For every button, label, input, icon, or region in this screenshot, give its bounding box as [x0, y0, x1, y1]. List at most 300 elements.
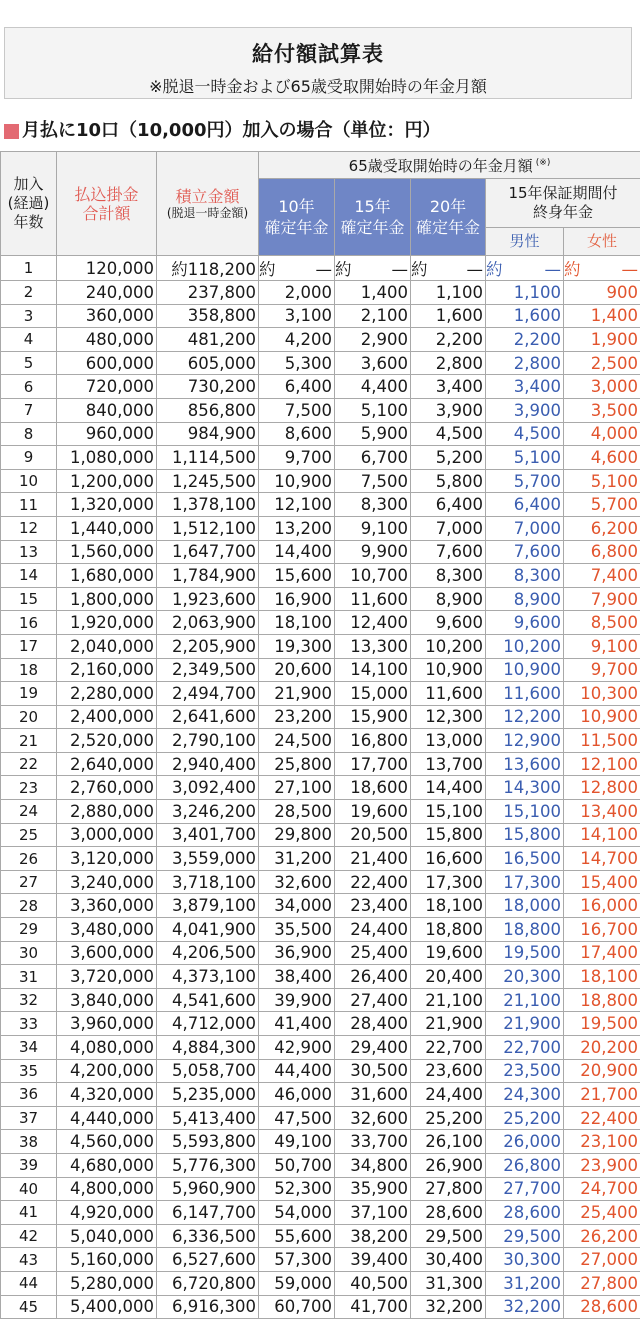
- cell-years: 1: [1, 256, 57, 281]
- cell-years: 18: [1, 658, 57, 682]
- cell-lifetime-male: 5,100: [486, 446, 564, 470]
- cell-accumulated: 2,205,900: [157, 634, 259, 658]
- cell-lifetime-female: 1,900: [564, 328, 640, 352]
- cell-lifetime-female: 26,200: [564, 1224, 640, 1248]
- cell-lifetime-female: 5,700: [564, 493, 640, 517]
- cell-years: 26: [1, 847, 57, 871]
- cell-fixed10: 35,500: [259, 918, 335, 942]
- cell-accumulated: 6,336,500: [157, 1224, 259, 1248]
- cell-lifetime-male: 26,000: [486, 1130, 564, 1154]
- cell-lifetime-male: 2,200: [486, 328, 564, 352]
- cell-lifetime-male: 1,600: [486, 304, 564, 328]
- cell-fixed10: 27,100: [259, 776, 335, 800]
- cell-accumulated: 4,206,500: [157, 941, 259, 965]
- cell-lifetime-female: 約 —: [564, 256, 640, 281]
- cell-paid: 1,680,000: [57, 564, 157, 588]
- cell-years: 19: [1, 682, 57, 706]
- cell-accumulated: 3,879,100: [157, 894, 259, 918]
- cell-paid: 600,000: [57, 351, 157, 375]
- cell-lifetime-female: 28,600: [564, 1295, 640, 1319]
- cell-fixed20: 25,200: [411, 1106, 486, 1130]
- cell-fixed10: 23,200: [259, 705, 335, 729]
- cell-fixed20: 6,400: [411, 493, 486, 517]
- cell-lifetime-male: 19,500: [486, 941, 564, 965]
- cell-lifetime-male: 10,200: [486, 634, 564, 658]
- page-subtitle: ※脱退一時金および65歳受取開始時の年金月額: [149, 77, 487, 96]
- cell-paid: 4,080,000: [57, 1036, 157, 1060]
- cell-paid: 3,960,000: [57, 1012, 157, 1036]
- cell-fixed15: 1,400: [335, 281, 411, 305]
- cell-fixed15: 12,400: [335, 611, 411, 635]
- cell-fixed15: 4,400: [335, 375, 411, 399]
- cell-fixed15: 11,600: [335, 587, 411, 611]
- cell-fixed20: 2,200: [411, 328, 486, 352]
- cell-lifetime-male: 27,700: [486, 1177, 564, 1201]
- cell-fixed10: 52,300: [259, 1177, 335, 1201]
- cell-lifetime-female: 22,400: [564, 1106, 640, 1130]
- cell-lifetime-male: 約 —: [486, 256, 564, 281]
- header-paid-total: 払込掛金 合計額: [57, 152, 157, 256]
- cell-paid: 2,760,000: [57, 776, 157, 800]
- cell-lifetime-female: 12,800: [564, 776, 640, 800]
- cell-years: 20: [1, 705, 57, 729]
- cell-fixed20: 18,800: [411, 918, 486, 942]
- cell-fixed15: 21,400: [335, 847, 411, 871]
- cell-fixed10: 15,600: [259, 564, 335, 588]
- cell-accumulated: 730,200: [157, 375, 259, 399]
- cell-accumulated: 2,494,700: [157, 682, 259, 706]
- cell-years: 39: [1, 1153, 57, 1177]
- cell-paid: 4,200,000: [57, 1059, 157, 1083]
- cell-fixed20: 32,200: [411, 1295, 486, 1319]
- cell-lifetime-male: 1,100: [486, 281, 564, 305]
- cell-fixed20: 26,900: [411, 1153, 486, 1177]
- cell-paid: 1,440,000: [57, 516, 157, 540]
- cell-paid: 4,920,000: [57, 1201, 157, 1225]
- cell-years: 15: [1, 587, 57, 611]
- cell-accumulated: 4,541,600: [157, 988, 259, 1012]
- header-accumulated: 積立金額 (脱退一時金額): [157, 152, 259, 256]
- cell-fixed20: 9,600: [411, 611, 486, 635]
- cell-fixed20: 16,600: [411, 847, 486, 871]
- cell-years: 9: [1, 446, 57, 470]
- cell-fixed10: 5,300: [259, 351, 335, 375]
- cell-fixed15: 30,500: [335, 1059, 411, 1083]
- cell-fixed10: 21,900: [259, 682, 335, 706]
- table-body: [1, 256, 640, 1319]
- cell-years: 11: [1, 493, 57, 517]
- cell-years: 14: [1, 564, 57, 588]
- cell-fixed20: 12,300: [411, 705, 486, 729]
- cell-years: 43: [1, 1248, 57, 1272]
- cell-fixed20: 14,400: [411, 776, 486, 800]
- header-pension-group: 65歳受取開始時の年金月額 (※): [259, 152, 640, 179]
- cell-lifetime-male: 25,200: [486, 1106, 564, 1130]
- cell-years: 22: [1, 752, 57, 776]
- cell-fixed10: 9,700: [259, 446, 335, 470]
- cell-accumulated: 605,000: [157, 351, 259, 375]
- cell-lifetime-female: 14,100: [564, 823, 640, 847]
- cell-fixed20: 26,100: [411, 1130, 486, 1154]
- cell-years: 21: [1, 729, 57, 753]
- cell-years: 12: [1, 516, 57, 540]
- cell-fixed15: 5,900: [335, 422, 411, 446]
- cell-years: 42: [1, 1224, 57, 1248]
- cell-fixed15: 41,700: [335, 1295, 411, 1319]
- cell-years: 33: [1, 1012, 57, 1036]
- cell-accumulated: 358,800: [157, 304, 259, 328]
- cell-fixed15: 10,700: [335, 564, 411, 588]
- cell-accumulated: 6,720,800: [157, 1271, 259, 1295]
- cell-accumulated: 4,373,100: [157, 965, 259, 989]
- cell-fixed20: 21,900: [411, 1012, 486, 1036]
- cell-accumulated: 約118,200: [157, 256, 259, 281]
- cell-years: 28: [1, 894, 57, 918]
- cell-fixed10: 34,000: [259, 894, 335, 918]
- cell-lifetime-male: 5,700: [486, 469, 564, 493]
- cell-fixed10: 59,000: [259, 1271, 335, 1295]
- cell-lifetime-male: 17,300: [486, 870, 564, 894]
- cell-fixed20: 21,100: [411, 988, 486, 1012]
- cell-years: 34: [1, 1036, 57, 1060]
- cell-accumulated: 2,349,500: [157, 658, 259, 682]
- cell-lifetime-female: 900: [564, 281, 640, 305]
- cell-lifetime-female: 23,100: [564, 1130, 640, 1154]
- cell-paid: 2,040,000: [57, 634, 157, 658]
- cell-fixed15: 29,400: [335, 1036, 411, 1060]
- cell-fixed10: 54,000: [259, 1201, 335, 1225]
- header-fixed15: 15年 確定年金: [335, 179, 411, 256]
- cell-lifetime-female: 13,400: [564, 800, 640, 824]
- cell-accumulated: 2,940,400: [157, 752, 259, 776]
- cell-fixed10: 49,100: [259, 1130, 335, 1154]
- cell-accumulated: 6,916,300: [157, 1295, 259, 1319]
- cell-lifetime-male: 9,600: [486, 611, 564, 635]
- cell-years: 10: [1, 469, 57, 493]
- cell-fixed20: 27,800: [411, 1177, 486, 1201]
- cell-accumulated: 1,114,500: [157, 446, 259, 470]
- cell-lifetime-female: 6,800: [564, 540, 640, 564]
- cell-paid: 4,320,000: [57, 1083, 157, 1107]
- cell-lifetime-male: 15,800: [486, 823, 564, 847]
- footnote-mark: (※): [535, 158, 551, 168]
- cell-lifetime-male: 10,900: [486, 658, 564, 682]
- cell-fixed10: 42,900: [259, 1036, 335, 1060]
- cell-paid: 5,160,000: [57, 1248, 157, 1272]
- cell-paid: 3,000,000: [57, 823, 157, 847]
- cell-paid: 2,160,000: [57, 658, 157, 682]
- cell-fixed15: 26,400: [335, 965, 411, 989]
- cell-fixed15: 17,700: [335, 752, 411, 776]
- cell-years: 29: [1, 918, 57, 942]
- cell-accumulated: 1,647,700: [157, 540, 259, 564]
- cell-fixed15: 28,400: [335, 1012, 411, 1036]
- cell-lifetime-female: 21,700: [564, 1083, 640, 1107]
- cell-years: 4: [1, 328, 57, 352]
- cell-lifetime-male: 12,200: [486, 705, 564, 729]
- cell-fixed10: 57,300: [259, 1248, 335, 1272]
- cell-fixed20: 約 —: [411, 256, 486, 281]
- cell-fixed10: 13,200: [259, 516, 335, 540]
- cell-lifetime-female: 4,000: [564, 422, 640, 446]
- cell-years: 7: [1, 398, 57, 422]
- square-bullet-icon: [4, 124, 19, 139]
- cell-fixed20: 24,400: [411, 1083, 486, 1107]
- cell-fixed20: 3,900: [411, 398, 486, 422]
- cell-lifetime-male: 28,600: [486, 1201, 564, 1225]
- cell-accumulated: 5,058,700: [157, 1059, 259, 1083]
- cell-fixed15: 27,400: [335, 988, 411, 1012]
- cell-years: 41: [1, 1201, 57, 1225]
- cell-accumulated: 1,784,900: [157, 564, 259, 588]
- cell-fixed20: 2,800: [411, 351, 486, 375]
- cell-years: 13: [1, 540, 57, 564]
- cell-lifetime-female: 2,500: [564, 351, 640, 375]
- cell-fixed10: 41,400: [259, 1012, 335, 1036]
- cell-paid: 4,440,000: [57, 1106, 157, 1130]
- cell-accumulated: 3,559,000: [157, 847, 259, 871]
- section-heading: [4, 120, 441, 142]
- cell-paid: 3,840,000: [57, 988, 157, 1012]
- header-fixed10: 10年 確定年金: [259, 179, 335, 256]
- cell-fixed10: 50,700: [259, 1153, 335, 1177]
- cell-accumulated: 3,246,200: [157, 800, 259, 824]
- cell-lifetime-male: 11,600: [486, 682, 564, 706]
- cell-lifetime-female: 19,500: [564, 1012, 640, 1036]
- cell-fixed15: 14,100: [335, 658, 411, 682]
- header-fixed20: 20年 確定年金: [411, 179, 486, 256]
- cell-fixed20: 3,400: [411, 375, 486, 399]
- cell-fixed20: 8,300: [411, 564, 486, 588]
- cell-accumulated: 2,063,900: [157, 611, 259, 635]
- cell-fixed20: 15,800: [411, 823, 486, 847]
- cell-accumulated: 6,147,700: [157, 1201, 259, 1225]
- cell-fixed15: 24,400: [335, 918, 411, 942]
- cell-lifetime-male: 32,200: [486, 1295, 564, 1319]
- cell-fixed10: 38,400: [259, 965, 335, 989]
- cell-fixed10: 55,600: [259, 1224, 335, 1248]
- page-title: 給付額試算表: [252, 42, 384, 66]
- section-heading-label: 月払に10口（10,000円）加入の場合（単位：円）: [22, 120, 441, 141]
- cell-fixed10: 36,900: [259, 941, 335, 965]
- cell-lifetime-male: 18,800: [486, 918, 564, 942]
- cell-years: 17: [1, 634, 57, 658]
- cell-years: 40: [1, 1177, 57, 1201]
- cell-fixed20: 10,200: [411, 634, 486, 658]
- header-years: 加入 (経過) 年数: [1, 152, 57, 256]
- cell-lifetime-male: 12,900: [486, 729, 564, 753]
- cell-paid: 4,560,000: [57, 1130, 157, 1154]
- cell-fixed15: 7,500: [335, 469, 411, 493]
- cell-lifetime-male: 8,300: [486, 564, 564, 588]
- cell-paid: 480,000: [57, 328, 157, 352]
- cell-years: 24: [1, 800, 57, 824]
- cell-lifetime-female: 6,200: [564, 516, 640, 540]
- cell-lifetime-male: 8,900: [486, 587, 564, 611]
- cell-accumulated: 481,200: [157, 328, 259, 352]
- cell-fixed10: 31,200: [259, 847, 335, 871]
- cell-lifetime-female: 12,100: [564, 752, 640, 776]
- cell-years: 3: [1, 304, 57, 328]
- cell-lifetime-male: 13,600: [486, 752, 564, 776]
- cell-lifetime-female: 20,200: [564, 1036, 640, 1060]
- cell-accumulated: 5,776,300: [157, 1153, 259, 1177]
- cell-lifetime-female: 3,500: [564, 398, 640, 422]
- cell-years: 38: [1, 1130, 57, 1154]
- cell-fixed10: 32,600: [259, 870, 335, 894]
- cell-lifetime-female: 27,800: [564, 1271, 640, 1295]
- cell-paid: 1,320,000: [57, 493, 157, 517]
- cell-fixed10: 19,300: [259, 634, 335, 658]
- cell-fixed10: 47,500: [259, 1106, 335, 1130]
- cell-lifetime-female: 9,100: [564, 634, 640, 658]
- cell-accumulated: 1,378,100: [157, 493, 259, 517]
- cell-lifetime-female: 16,700: [564, 918, 640, 942]
- cell-fixed15: 25,400: [335, 941, 411, 965]
- cell-fixed15: 35,900: [335, 1177, 411, 1201]
- cell-fixed20: 5,200: [411, 446, 486, 470]
- cell-accumulated: 1,245,500: [157, 469, 259, 493]
- cell-fixed10: 2,000: [259, 281, 335, 305]
- cell-fixed15: 16,800: [335, 729, 411, 753]
- cell-fixed10: 8,600: [259, 422, 335, 446]
- cell-fixed20: 30,400: [411, 1248, 486, 1272]
- cell-fixed20: 8,900: [411, 587, 486, 611]
- cell-accumulated: 3,718,100: [157, 870, 259, 894]
- cell-lifetime-female: 17,400: [564, 941, 640, 965]
- cell-accumulated: 2,641,600: [157, 705, 259, 729]
- cell-lifetime-male: 24,300: [486, 1083, 564, 1107]
- cell-fixed15: 13,300: [335, 634, 411, 658]
- cell-fixed20: 23,600: [411, 1059, 486, 1083]
- cell-lifetime-female: 7,900: [564, 587, 640, 611]
- cell-fixed15: 9,900: [335, 540, 411, 564]
- cell-fixed20: 13,000: [411, 729, 486, 753]
- cell-years: 8: [1, 422, 57, 446]
- cell-fixed15: 23,400: [335, 894, 411, 918]
- cell-fixed10: 6,400: [259, 375, 335, 399]
- cell-fixed10: 10,900: [259, 469, 335, 493]
- cell-paid: 2,280,000: [57, 682, 157, 706]
- cell-fixed10: 29,800: [259, 823, 335, 847]
- cell-paid: 5,280,000: [57, 1271, 157, 1295]
- cell-lifetime-female: 4,600: [564, 446, 640, 470]
- cell-paid: 1,560,000: [57, 540, 157, 564]
- cell-years: 31: [1, 965, 57, 989]
- cell-fixed10: 39,900: [259, 988, 335, 1012]
- cell-accumulated: 5,235,000: [157, 1083, 259, 1107]
- cell-fixed10: 12,100: [259, 493, 335, 517]
- cell-lifetime-male: 2,800: [486, 351, 564, 375]
- cell-lifetime-male: 22,700: [486, 1036, 564, 1060]
- cell-lifetime-male: 21,900: [486, 1012, 564, 1036]
- cell-lifetime-female: 25,400: [564, 1201, 640, 1225]
- cell-accumulated: 1,923,600: [157, 587, 259, 611]
- cell-accumulated: 4,884,300: [157, 1036, 259, 1060]
- cell-paid: 2,640,000: [57, 752, 157, 776]
- cell-accumulated: 984,900: [157, 422, 259, 446]
- cell-fixed15: 33,700: [335, 1130, 411, 1154]
- cell-paid: 2,880,000: [57, 800, 157, 824]
- cell-paid: 1,200,000: [57, 469, 157, 493]
- cell-fixed15: 22,400: [335, 870, 411, 894]
- cell-fixed15: 2,100: [335, 304, 411, 328]
- cell-accumulated: 3,401,700: [157, 823, 259, 847]
- cell-lifetime-female: 20,900: [564, 1059, 640, 1083]
- cell-lifetime-male: 3,400: [486, 375, 564, 399]
- title-box: [4, 27, 632, 99]
- cell-accumulated: 2,790,100: [157, 729, 259, 753]
- cell-lifetime-female: 8,500: [564, 611, 640, 635]
- cell-fixed20: 31,300: [411, 1271, 486, 1295]
- cell-lifetime-male: 3,900: [486, 398, 564, 422]
- cell-years: 32: [1, 988, 57, 1012]
- cell-fixed20: 17,300: [411, 870, 486, 894]
- cell-accumulated: 5,593,800: [157, 1130, 259, 1154]
- cell-paid: 2,520,000: [57, 729, 157, 753]
- cell-paid: 120,000: [57, 256, 157, 281]
- cell-fixed10: 14,400: [259, 540, 335, 564]
- cell-fixed15: 18,600: [335, 776, 411, 800]
- cell-lifetime-male: 26,800: [486, 1153, 564, 1177]
- cell-lifetime-male: 6,400: [486, 493, 564, 517]
- cell-lifetime-male: 21,100: [486, 988, 564, 1012]
- cell-fixed20: 13,700: [411, 752, 486, 776]
- benefit-table: [0, 151, 640, 1319]
- cell-fixed10: 7,500: [259, 398, 335, 422]
- cell-accumulated: 237,800: [157, 281, 259, 305]
- cell-fixed20: 20,400: [411, 965, 486, 989]
- cell-fixed10: 46,000: [259, 1083, 335, 1107]
- cell-paid: 4,680,000: [57, 1153, 157, 1177]
- cell-lifetime-male: 20,300: [486, 965, 564, 989]
- header-lifetime: 15年保証期間付 終身年金: [486, 179, 640, 228]
- cell-lifetime-female: 10,300: [564, 682, 640, 706]
- cell-fixed10: 18,100: [259, 611, 335, 635]
- cell-years: 44: [1, 1271, 57, 1295]
- cell-fixed15: 約 —: [335, 256, 411, 281]
- cell-fixed20: 28,600: [411, 1201, 486, 1225]
- cell-fixed15: 20,500: [335, 823, 411, 847]
- cell-fixed20: 18,100: [411, 894, 486, 918]
- cell-fixed10: 60,700: [259, 1295, 335, 1319]
- cell-fixed15: 15,000: [335, 682, 411, 706]
- cell-lifetime-female: 15,400: [564, 870, 640, 894]
- cell-fixed20: 10,900: [411, 658, 486, 682]
- cell-fixed15: 39,400: [335, 1248, 411, 1272]
- cell-fixed15: 37,100: [335, 1201, 411, 1225]
- cell-years: 5: [1, 351, 57, 375]
- cell-lifetime-female: 16,000: [564, 894, 640, 918]
- cell-fixed20: 4,500: [411, 422, 486, 446]
- cell-fixed10: 3,100: [259, 304, 335, 328]
- cell-lifetime-female: 1,400: [564, 304, 640, 328]
- cell-fixed15: 8,300: [335, 493, 411, 517]
- cell-fixed15: 2,900: [335, 328, 411, 352]
- cell-years: 6: [1, 375, 57, 399]
- cell-accumulated: 4,041,900: [157, 918, 259, 942]
- cell-lifetime-male: 31,200: [486, 1271, 564, 1295]
- cell-paid: 840,000: [57, 398, 157, 422]
- cell-lifetime-male: 16,500: [486, 847, 564, 871]
- cell-fixed20: 7,000: [411, 516, 486, 540]
- cell-paid: 3,120,000: [57, 847, 157, 871]
- cell-paid: 1,080,000: [57, 446, 157, 470]
- cell-fixed15: 9,100: [335, 516, 411, 540]
- cell-lifetime-male: 29,500: [486, 1224, 564, 1248]
- cell-fixed15: 6,700: [335, 446, 411, 470]
- cell-paid: 4,800,000: [57, 1177, 157, 1201]
